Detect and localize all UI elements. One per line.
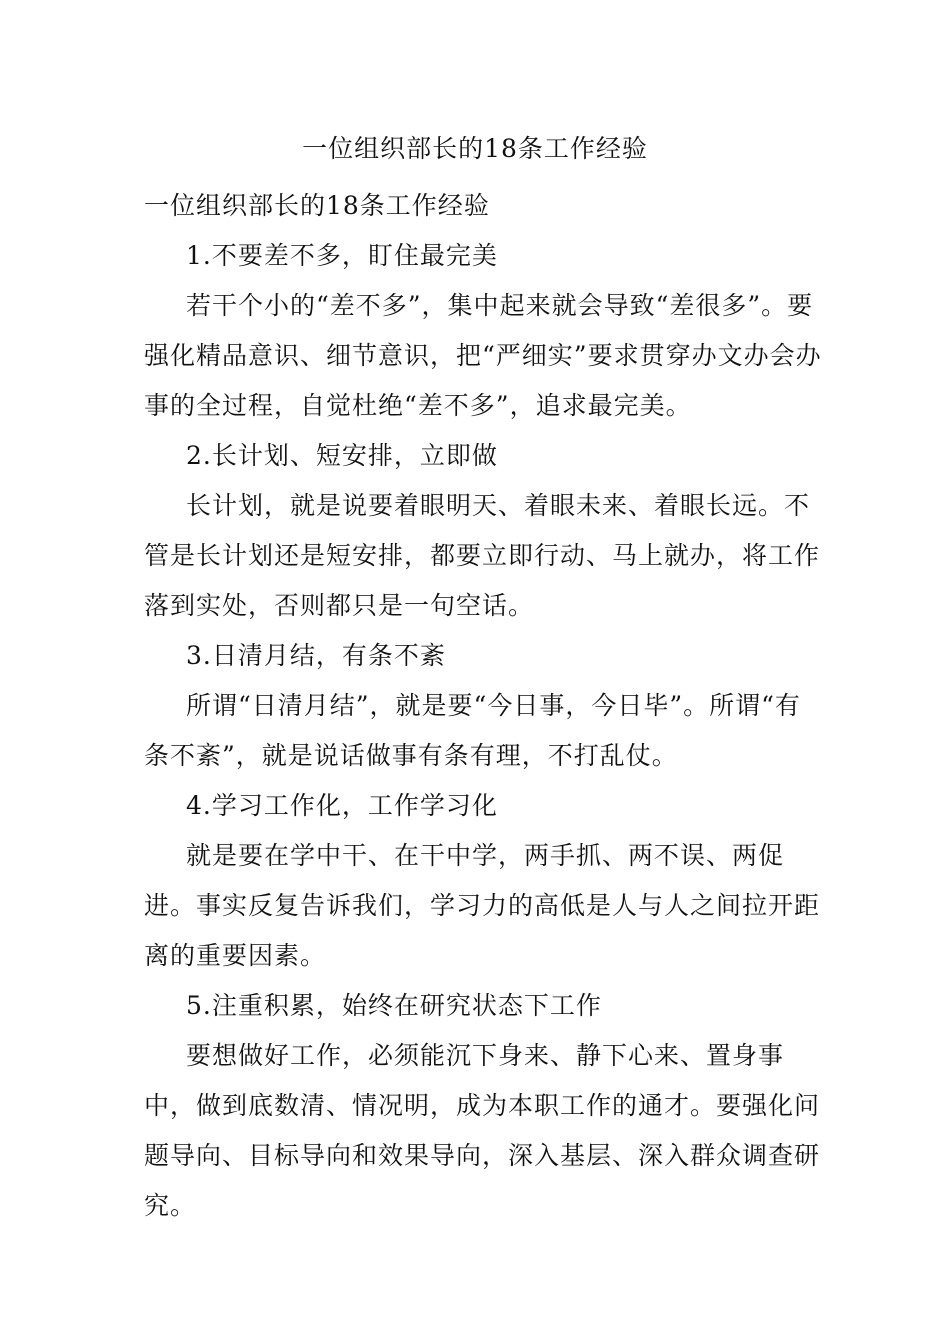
section-heading: 2.长计划、短安排，立即做 — [186, 441, 498, 470]
document-subtitle: 一位组织部长的18条工作经验 — [144, 191, 490, 220]
section-heading: 3.日清月结，有条不紊 — [186, 641, 446, 670]
body-paragraph: 若干个小的“差不多”，集中起来就会导致“差很多”。要强化精品意识、细节意识，把“严细实”要求贯穿办文办会办事的全过程，自觉杜绝“差不多”，追求最完美。 — [144, 291, 822, 420]
section-heading: 4.学习工作化，工作学习化 — [186, 791, 498, 820]
body-paragraph: 长计划，就是说要着眼明天、着眼未来、着眼长远。不管是长计划还是短安排，都要立即行动、马上就办，将工作落到实处，否则都只是一句空话。 — [144, 491, 821, 620]
section-heading: 5.注重积累，始终在研究状态下工作 — [186, 991, 602, 1020]
document-body — [144, 181, 826, 1231]
section-heading: 1.不要差不多，盯住最完美 — [186, 241, 498, 270]
document-title: 一位组织部长的18条工作经验 — [302, 134, 648, 163]
body-paragraph: 要想做好工作，必须能沉下身来、静下心来、置身事中，做到底数清、情况明，成为本职工作的通才。要强化问题导向、目标导向和效果导向，深入基层、深入群众调查研究。 — [144, 1041, 821, 1220]
body-paragraph: 就是要在学中干、在干中学，两手抓、两不误、两促进。事实反复告诉我们，学习力的高低是人与人之间拉开距离的重要因素。 — [144, 841, 821, 970]
body-paragraph: 所谓“日清月结”，就是要“今日事，今日毕”。所谓“有条不紊”，就是说话做事有条有理，不打乱仗。 — [144, 691, 801, 770]
